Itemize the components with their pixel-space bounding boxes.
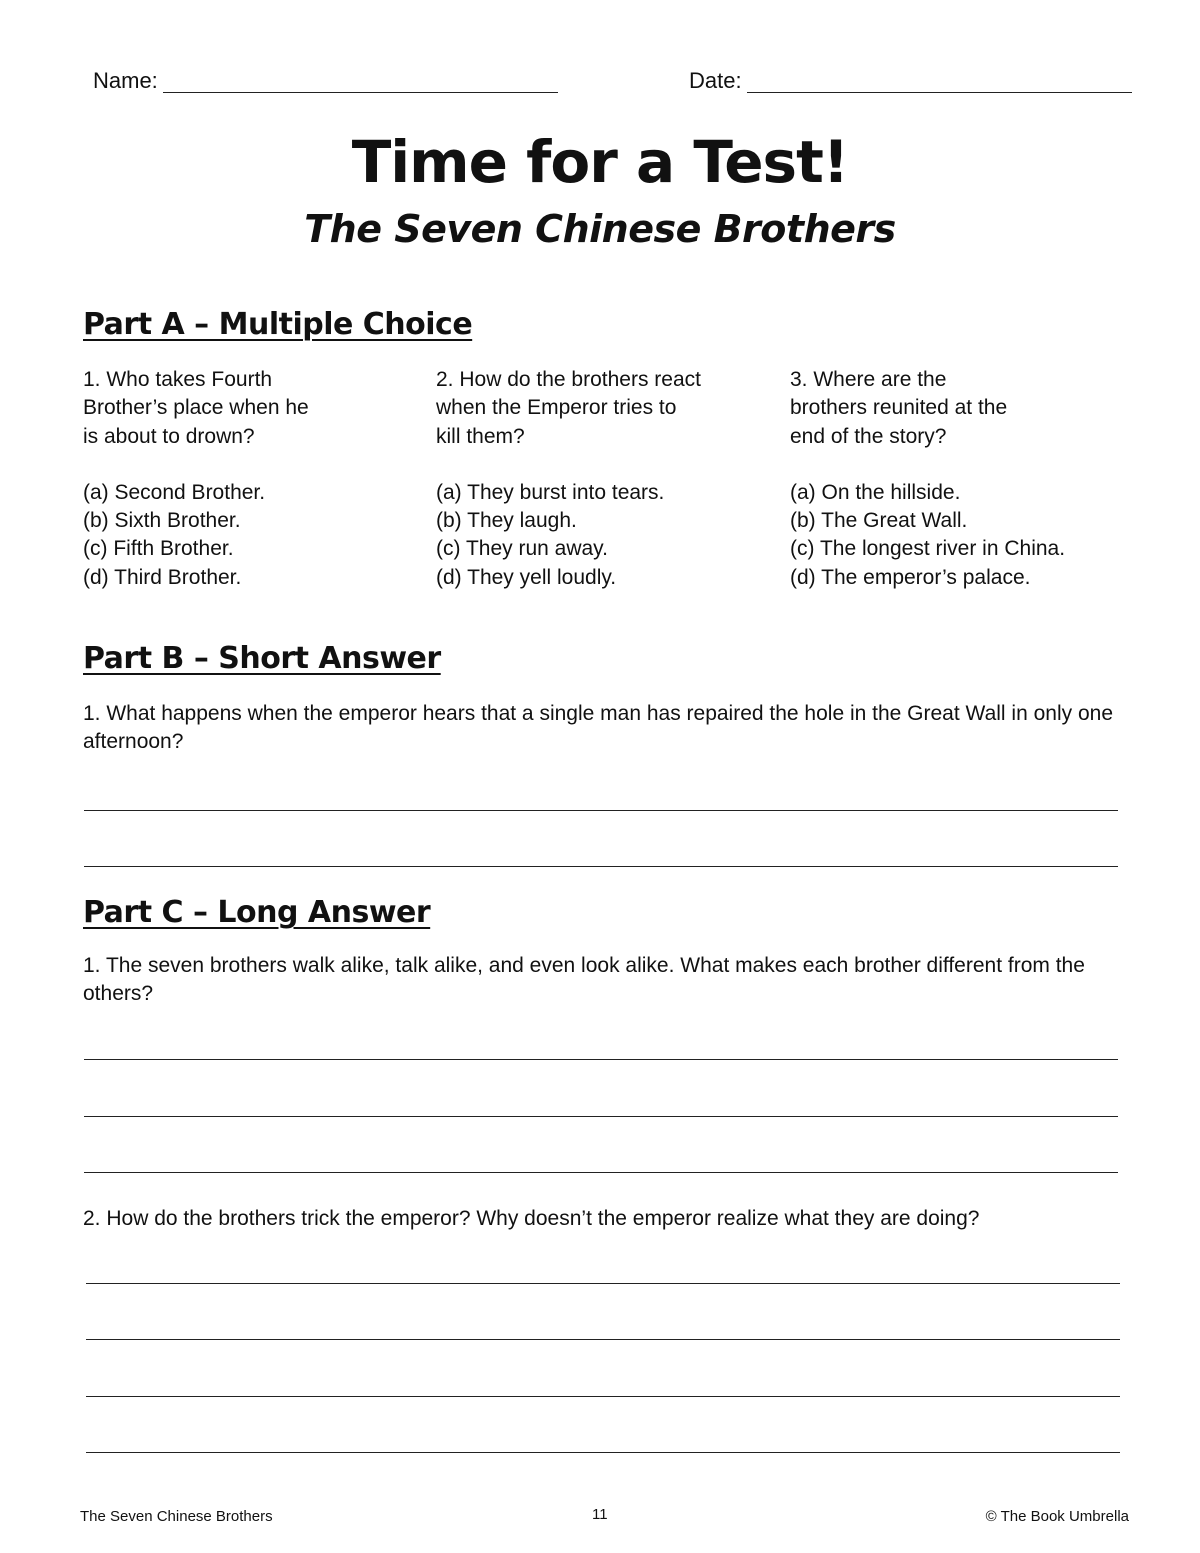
mc-question-2-text: 2. How do the brothers react when the Emperor tries to kill them? (436, 368, 701, 448)
answer-line[interactable] (86, 1452, 1120, 1453)
mc-question-3-option-a[interactable]: (a) On the hillside. (790, 480, 961, 504)
mc-question-1-text: 1. Who takes Fourth Brother’s place when he is about to drown? (83, 368, 309, 448)
short-answer-question-1: 1. What happens when the emperor hears that a single man has repaired the hole in the Great Wall in only one afternoon? (83, 702, 1113, 754)
date-label: Date: (689, 68, 742, 93)
part-c-heading: Part C – Long Answer (83, 895, 431, 930)
answer-line[interactable] (86, 1283, 1120, 1284)
mc-question-3-option-c[interactable]: (c) The longest river in China. (790, 537, 1066, 561)
name-label: Name: (93, 68, 158, 93)
footer-title: The Seven Chinese Brothers (80, 1508, 273, 1525)
mc-question-2 (436, 366, 766, 592)
mc-question-1-option-b[interactable]: (b) Sixth Brother. (83, 509, 241, 533)
answer-line[interactable] (84, 1059, 1118, 1060)
mc-question-3 (790, 366, 1120, 592)
mc-question-3-option-d[interactable]: (d) The emperor’s palace. (790, 565, 1031, 589)
mc-question-2-option-a[interactable]: (a) They burst into tears. (436, 480, 665, 504)
answer-line[interactable] (84, 1172, 1118, 1173)
page-subtitle: The Seven Chinese Brothers (304, 207, 896, 251)
mc-question-1-option-a[interactable]: (a) Second Brother. (83, 480, 266, 504)
mc-question-2-option-c[interactable]: (c) They run away. (436, 537, 608, 561)
answer-line[interactable] (86, 1339, 1120, 1340)
answer-line[interactable] (84, 1116, 1118, 1117)
answer-line[interactable] (84, 810, 1118, 811)
mc-question-1-option-d[interactable]: (d) Third Brother. (83, 565, 242, 589)
part-a-heading: Part A – Multiple Choice (83, 307, 473, 342)
page-title: Time for a Test! (351, 128, 849, 196)
mc-question-2-option-d[interactable]: (d) They yell loudly. (436, 565, 617, 589)
mc-question-1 (83, 366, 413, 592)
mc-question-3-option-b[interactable]: (b) The Great Wall. (790, 509, 968, 533)
name-field[interactable] (163, 92, 558, 93)
mc-question-3-text: 3. Where are the brothers reunited at the end of the story? (790, 368, 1008, 448)
page-number: 11 (592, 1506, 608, 1523)
part-b-heading: Part B – Short Answer (83, 641, 441, 676)
answer-line[interactable] (84, 866, 1118, 867)
mc-question-1-option-c[interactable]: (c) Fifth Brother. (83, 537, 234, 561)
date-field[interactable] (747, 92, 1132, 93)
long-answer-question-1: 1. The seven brothers walk alike, talk alike, and even look alike. What makes each brother different from the others? (83, 954, 1085, 1006)
long-answer-question-2: 2. How do the brothers trick the emperor? Why doesn’t the emperor realize what they are doing? (83, 1207, 980, 1230)
footer-copyright: © The Book Umbrella (985, 1508, 1129, 1525)
answer-line[interactable] (86, 1396, 1120, 1397)
mc-question-2-option-b[interactable]: (b) They laugh. (436, 509, 577, 533)
